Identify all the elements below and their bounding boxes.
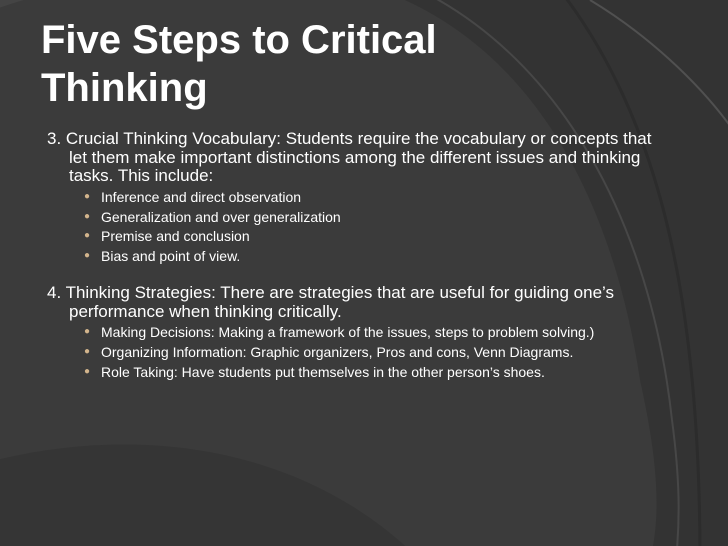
slide-title: Five Steps to Critical Thinking: [41, 18, 437, 110]
tan-bullet-icon: ●: [84, 345, 91, 357]
strategies-list: [47, 324, 672, 380]
tan-bullet-icon: ●: [84, 365, 91, 377]
list-item: [47, 228, 672, 244]
tan-bullet-icon: ●: [84, 210, 91, 222]
vocabulary-list: [47, 189, 672, 265]
section-heading-strategies: 4. Thinking Strategies: There are strategies that are useful for guiding one’s performance when thinking critically.: [47, 282, 615, 321]
tan-bullet-icon: ●: [84, 250, 91, 262]
list-item: [47, 248, 672, 264]
list-item: [47, 344, 672, 360]
section-spacer: [47, 268, 672, 284]
list-item-text: Generalization and over generalization: [101, 208, 341, 225]
tan-bullet-icon: ●: [84, 230, 91, 242]
list-item-text: Role Taking: Have students put themselves in the other person’s shoes.: [101, 363, 545, 380]
list-item-text: Organizing Information: Graphic organizers, Pros and cons, Venn Diagrams.: [101, 343, 574, 360]
list-item-text: Premise and conclusion: [101, 228, 250, 245]
section-heading-vocabulary: 3. Crucial Thinking Vocabulary: Students require the vocabulary or concepts that let them make important distinctions among the different issues and thinking tasks. This include:: [47, 129, 652, 186]
list-item-text: Making Decisions: Making a framework of the issues, steps to problem solving.): [101, 324, 595, 341]
list-item: [47, 364, 672, 380]
tan-bullet-icon: ●: [84, 326, 91, 338]
list-item: [47, 209, 672, 225]
list-item: [47, 189, 672, 205]
tan-bullet-icon: ●: [84, 190, 91, 202]
list-item-text: Bias and point of view.: [101, 248, 241, 265]
list-item: [47, 324, 672, 340]
slide-body: [47, 130, 672, 384]
list-item-text: Inference and direct observation: [101, 188, 302, 205]
